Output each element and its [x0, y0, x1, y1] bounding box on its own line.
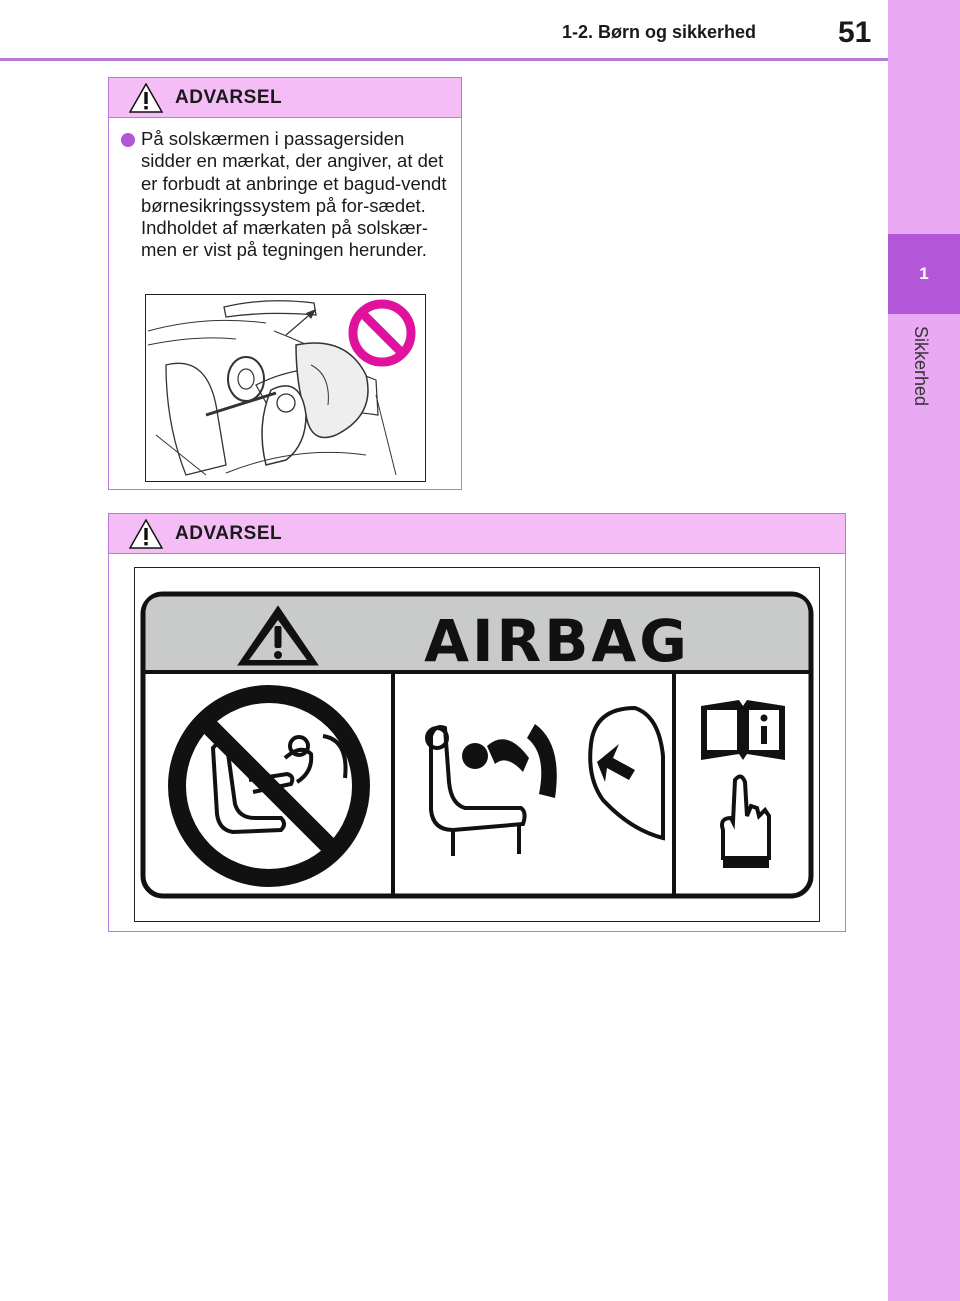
airbag-label-text: AIRBAG: [424, 607, 690, 675]
warning-box-airbag-label: [108, 513, 846, 932]
warning-header: [109, 78, 461, 118]
warning-bullet-text: På solskærmen i passagersiden sidder en mærkat, der angiver, at det er forbudt at anbringe et bagud-vendt børnesikringssystem på for-sædet. Indholdet af mærkaten på solskær-men er vist på tegningen herunder.: [141, 128, 447, 261]
warning-triangle-icon: [129, 519, 163, 549]
header-rule: [0, 58, 888, 61]
warning-header: [109, 514, 845, 554]
sun-visor-figure: [145, 294, 426, 482]
warning-bullet: [121, 128, 459, 262]
warning-triangle-icon: [129, 83, 163, 113]
warning-title: ADVARSEL: [175, 522, 283, 544]
warning-box-sun-visor: [108, 77, 462, 490]
chapter-side-tab: [888, 0, 960, 1301]
bullet-dot-icon: [121, 133, 135, 147]
warning-title: ADVARSEL: [175, 86, 283, 108]
section-title: 1-2. Børn og sikkerhed: [562, 22, 757, 42]
chapter-number: 1: [919, 264, 929, 283]
chapter-number-box: [888, 234, 960, 314]
rear-facing-child-seat-prohibited-illustration: [146, 295, 424, 480]
airbag-label-figure: [134, 567, 820, 922]
prohibition-icon: [353, 304, 411, 362]
airbag-warning-label: [135, 568, 818, 920]
chapter-label: Sikkerhed: [911, 326, 931, 407]
page-number: 51: [838, 16, 872, 49]
